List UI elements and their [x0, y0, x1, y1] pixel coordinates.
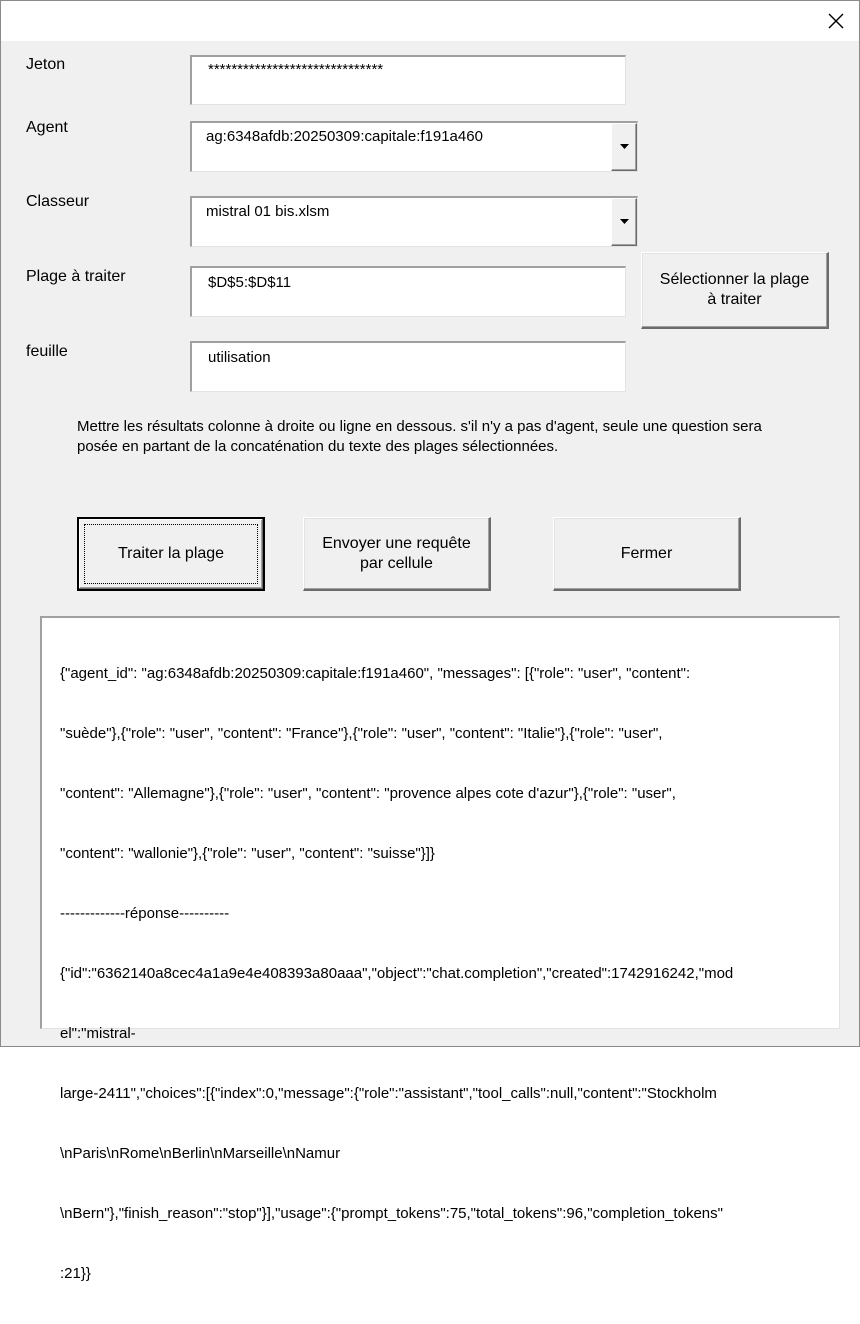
agent-dropdown-button[interactable] [611, 123, 637, 171]
output-line: {"agent_id": "ag:6348afdb:20250309:capitale:f191a460", "messages": [{"role": "user", "content": [60, 665, 691, 682]
classeur-dropdown-button[interactable] [611, 198, 637, 246]
output-line: "suède"},{"role": "user", "content": "France"},{"role": "user", "content": "Italie"},{"role": "user", [60, 725, 663, 742]
agent-select[interactable] [190, 121, 638, 172]
plage-input[interactable]: $D$5:$D$11 [190, 266, 626, 317]
output-line: \nBern"},"finish_reason":"stop"}],"usage":{"prompt_tokens":75,"total_tokens":96,"completion_tokens" [60, 1205, 723, 1222]
agent-label: Agent [26, 119, 68, 136]
chevron-down-icon [620, 219, 629, 225]
feuille-label: feuille [26, 343, 68, 360]
classeur-select[interactable] [190, 196, 638, 247]
window-close-button[interactable] [813, 1, 859, 41]
close-button[interactable]: Fermer [553, 517, 741, 591]
chevron-down-icon [620, 144, 629, 150]
output-line: {"id":"6362140a8cec4a1a9e4e408393a80aaa","object":"chat.completion","created":1742916242,"mod [60, 965, 734, 982]
output-line: -------------réponse---------- [60, 905, 230, 922]
plage-label: Plage à traiter [26, 268, 126, 285]
jeton-label: Jeton [26, 56, 66, 73]
focus-rectangle [84, 524, 258, 584]
send-per-cell-button[interactable]: Envoyer une requête par cellule [303, 517, 491, 591]
output-line: "content": "wallonie"},{"role": "user", "content": "suisse"}]} [60, 845, 435, 862]
output-line: large-2411","choices":[{"index":0,"message":{"role":"assistant","tool_calls":null,"content":"Stockholm [60, 1085, 717, 1102]
process-range-label: Traiter la plage [117, 545, 225, 562]
process-range-button[interactable] [77, 517, 265, 591]
agent-select-value: ag:6348afdb:20250309:capitale:f191a460 [206, 128, 483, 145]
output-line: :21}} [60, 1265, 91, 1282]
feuille-input[interactable]: utilisation [190, 341, 626, 392]
output-line: "content": "Allemagne"},{"role": "user", "content": "provence alpes cote d'azur"},{"role": "user", [60, 785, 676, 802]
classeur-label: Classeur [26, 193, 90, 210]
output-line: el":"mistral- [60, 1025, 136, 1042]
close-icon [827, 12, 845, 30]
output-line: \nParis\nRome\nBerlin\nMarseille\nNamur [60, 1145, 341, 1162]
select-range-button[interactable]: Sélectionner la plage à traiter [641, 252, 829, 329]
jeton-input[interactable]: ****************************** [190, 55, 626, 105]
output-textarea[interactable] [40, 616, 840, 1282]
classeur-select-value: mistral 01 bis.xlsm [206, 203, 330, 220]
info-text: Mettre les résultats colonne à droite ou ligne en dessous. s'il n'y a pas d'agent, seule une question sera posée en partant de la concaténation du texte des plages sélectionnées. [77, 418, 762, 455]
title-bar [1, 1, 859, 41]
